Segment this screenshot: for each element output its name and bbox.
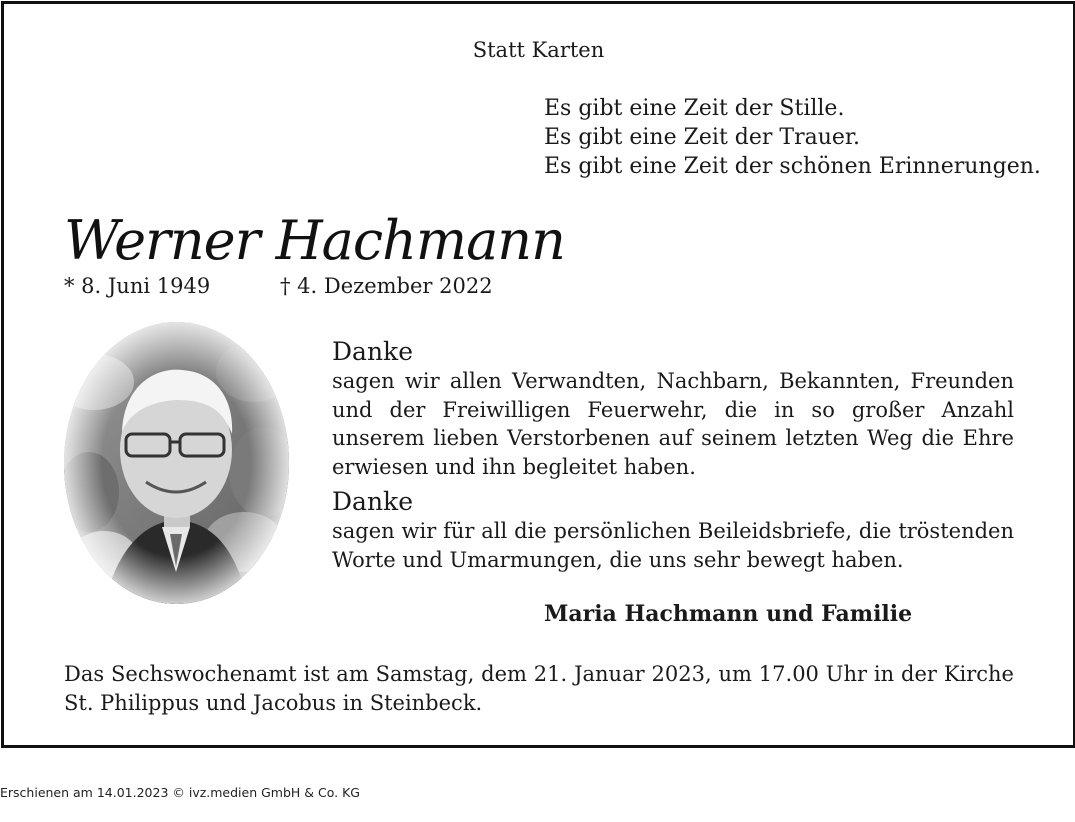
thanks-text: sagen wir für all die persönlichen Beileidsbriefe, die tröstenden Worte und Umarmungen, die uns sehr bewegt haben. <box>332 519 1014 572</box>
poem-line: Es gibt eine Zeit der schönen Erinnerungen. <box>544 154 1041 179</box>
service-info: Das Sechswochenamt ist am Samstag, dem 21. Januar 2023, um 17.00 Uhr in der Kirche St. Philippus und Jacobus in Steinbeck. <box>64 662 1014 715</box>
portrait-illustration <box>64 322 289 604</box>
obituary-notice <box>1 1 1075 748</box>
notice-header: Statt Karten <box>472 38 605 62</box>
thanks-text: sagen wir allen Verwandten, Nachbarn, Bekannten, Freunden und der Freiwilligen Feuerwehr, die in so großer Anzahl unserem lieben Verstorbenen auf seinem letzten Weg die Ehre erwiesen und ihn begleitet haben. <box>332 369 1014 479</box>
poem-line: Es gibt eine Zeit der Trauer. <box>544 125 860 150</box>
signature: Maria Hachmann und Familie <box>544 601 913 627</box>
deceased-name: Werner Hachmann <box>64 209 565 272</box>
poem <box>544 94 1041 181</box>
poem-line: Es gibt eine Zeit der Stille. <box>544 96 845 121</box>
death-date: † 4. Dezember 2022 <box>280 274 493 298</box>
thanks-heading: Danke <box>332 487 413 516</box>
thanks-heading: Danke <box>332 337 413 366</box>
birth-date: * 8. Juni 1949 <box>64 274 211 298</box>
thanks-section-1 <box>332 337 1014 481</box>
publication-credit: Erschienen am 14.01.2023 © ivz.medien GmbH & Co. KG <box>0 785 360 800</box>
thanks-section-2 <box>332 487 1014 574</box>
portrait-photo <box>64 322 289 604</box>
